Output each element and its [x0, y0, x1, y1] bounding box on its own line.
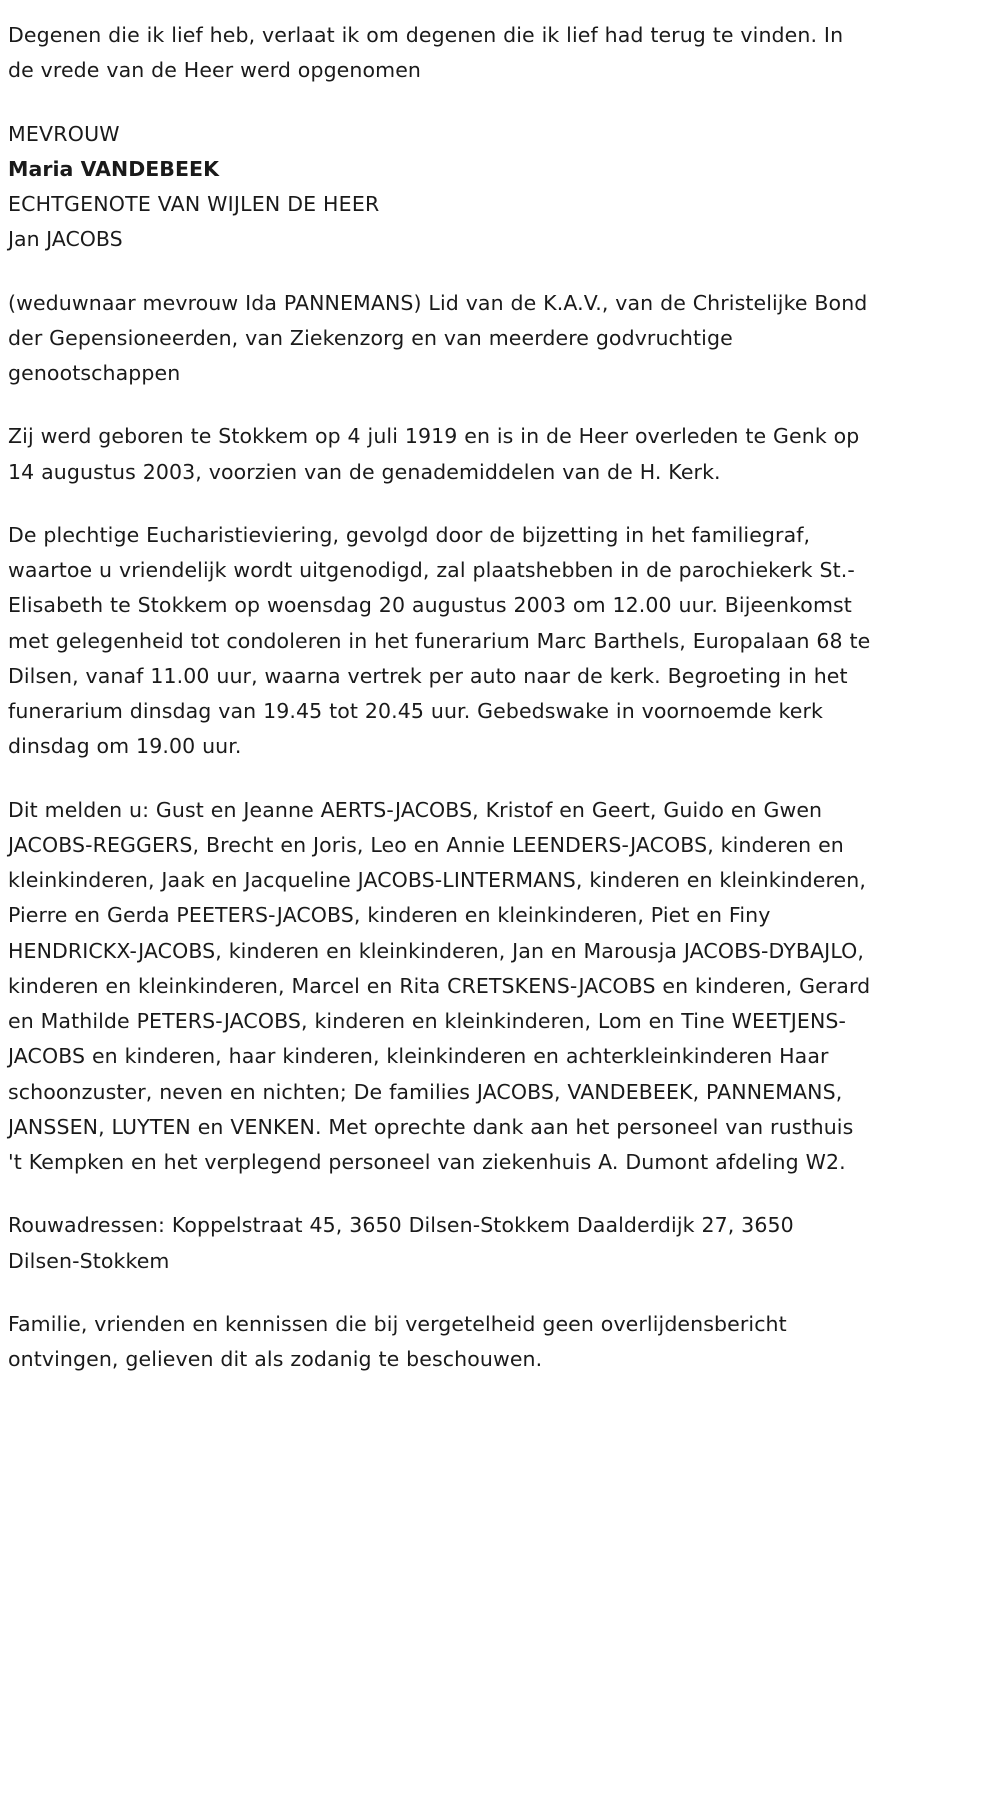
mourning-addresses-paragraph: Rouwadressen: Koppelstraat 45, 3650 Dilsen-Stokkem Daalderdijk 27, 3650 Dilsen-Stokkem — [8, 1213, 794, 1273]
intro-paragraph: Degenen die ik lief heb, verlaat ik om degenen die ik lief had terug te vinden. In de vrede van de Heer werd opgenomen — [8, 23, 844, 83]
spouse-relation-label: ECHTGENOTE VAN WIJLEN DE HEER — [8, 192, 380, 216]
memberships-paragraph: (weduwnaar mevrouw Ida PANNEMANS) Lid van de K.A.V., van de Christelijke Bond der Gepensioneerden, van Ziekenzorg en van meerdere godvruchtige genootschappen — [8, 290, 868, 385]
closing-note-paragraph: Familie, vrienden en kennissen die bij vergetelheid geen overlijdensbericht ontvingen, gelieven dit als zodanig te beschouwen. — [8, 1311, 787, 1371]
honorific-label: MEVROUW — [8, 121, 120, 146]
birth-death-paragraph: Zij werd geboren te Stokkem op 4 juli 1919 en is in de Heer overleden te Genk op 14 augustus 2003, voorzien van de genademiddelen van de H. Kerk. — [8, 424, 860, 484]
deceased-name: Maria VANDEBEEK — [8, 156, 219, 181]
deceased-name-block — [8, 117, 872, 258]
service-details-paragraph: De plechtige Eucharistieviering, gevolgd door de bijzetting in het familiegraf, waartoe u vriendelijk wordt uitgenodigd, zal plaatshebben in de parochiekerk St.-Elisabeth te Stokkem op woensdag 20 augustus 2003 om 12.00 uur. Bijeenkomst met gelegenheid tot condoleren in het funerarium Marc Barthels, Europalaan 68 te Dilsen, vanaf 11.00 uur, waarna vertrek per auto naar de kerk. Begroeting in het funerarium dinsdag van 19.45 tot 20.45 uur. Gebedswake in voornoemde kerk dinsdag om 19.00 uur. — [8, 522, 871, 759]
spouse-name: Jan JACOBS — [8, 227, 123, 252]
survivors-paragraph: Dit melden u: Gust en Jeanne AERTS-JACOBS, Kristof en Geert, Guido en Gwen JACOBS-REGGERS, Brecht en Joris, Leo en Annie LEENDERS-JACOBS, kinderen en kleinkinderen, Jaak en Jacqueline JACOBS-LINTERMANS, kinderen en kleinkinderen, Pierre en Gerda PEETERS-JACOBS, kinderen en kleinkinderen, Piet en Finy HENDRICKX-JACOBS, kinderen en kleinkinderen, Jan en Marousja JACOBS-DYBAJLO, kinderen en kleinkinderen, Marcel en Rita CRETSKENS-JACOBS en kinderen, Gerard en Mathilde PETERS-JACOBS, kinderen en kleinkinderen, Lom en Tine WEETJENS-JACOBS en kinderen, haar kinderen, kleinkinderen en achterkleinkinderen Haar schoonzuster, neven en nichten; De families JACOBS, VANDEBEEK, PANNEMANS, JANSSEN, LUYTEN en VENKEN. Met oprechte dank aan het personeel van rusthuis 't Kempken en het verplegend personeel van ziekenhuis A. Dumont afdeling W2. — [8, 797, 871, 1174]
